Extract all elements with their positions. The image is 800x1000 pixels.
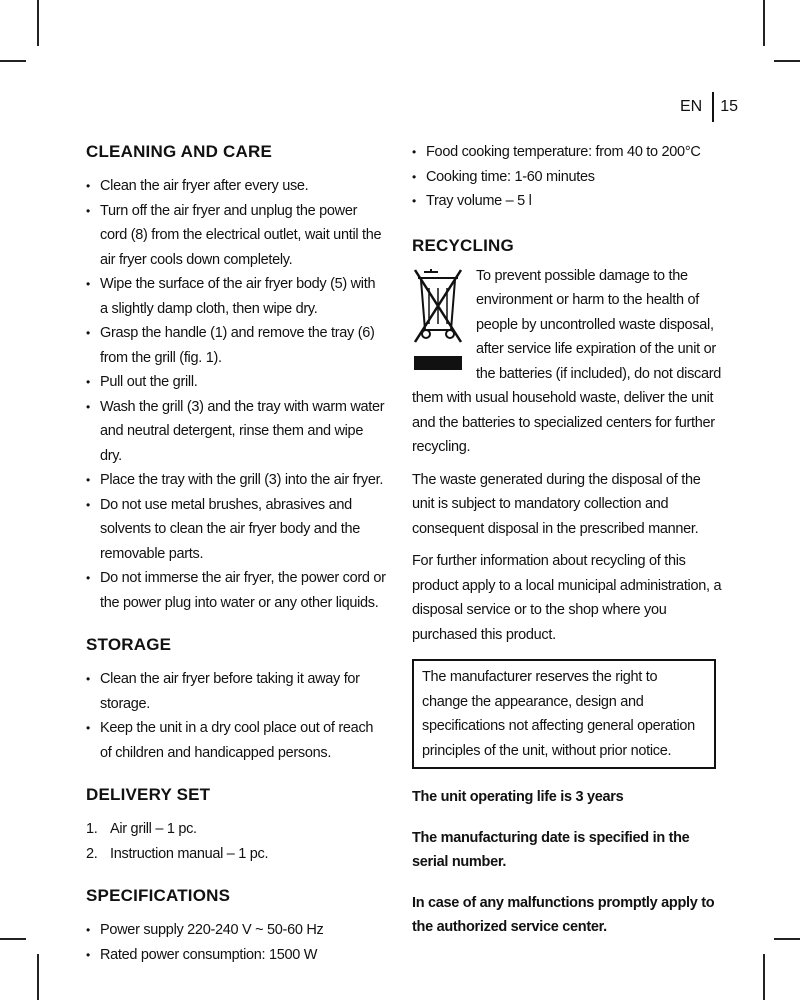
crop-mark xyxy=(0,60,26,62)
list-item: • Rated power consumption: 1500 W xyxy=(86,943,386,968)
storage-list xyxy=(86,667,386,765)
crop-mark xyxy=(774,60,800,62)
manufacturing-date-note: The manufacturing date is specified in the serial number. xyxy=(412,829,690,870)
list-item: 1. Air grill – 1 pc. xyxy=(86,821,197,837)
crop-mark xyxy=(763,954,765,1000)
list-item: • Clean the air fryer after every use. xyxy=(86,174,386,199)
list-item: • Do not use metal brushes, abrasives and solvents to clean the air fryer body and the removable parts. xyxy=(86,493,386,567)
recycling-paragraph-2: The waste generated during the disposal of the unit is subject to mandatory collection and consequent disposal in the prescribed manner. xyxy=(412,471,701,537)
recycling-paragraph-3: For further information about recycling of this product apply to a local municipal administration, a disposal service or to the shop where you purchased this product. xyxy=(412,553,722,643)
recycling-title: RECYCLING xyxy=(412,235,514,255)
header-divider xyxy=(712,92,714,122)
recycling-block xyxy=(412,264,722,460)
specs-title: SPECIFICATIONS xyxy=(86,886,231,905)
list-item: • Place the tray with the grill (3) into the air fryer. xyxy=(86,468,386,493)
list-item: • Tray volume – 5 l xyxy=(412,189,722,214)
service-center-note: In case of any malfunctions promptly apply to the authorized service center. xyxy=(412,894,715,935)
list-item: • Do not immerse the air fryer, the power cord or the power plug into water or any other liquids. xyxy=(86,566,386,615)
storage-title: STORAGE xyxy=(86,635,172,654)
list-item: • Pull out the grill. xyxy=(86,370,386,395)
cleaning-list xyxy=(86,174,386,615)
recycling-paragraph-1: To prevent possible damage to the environment or harm to the health of people by uncontrolled waste disposal, after service life expiration of the unit or the batteries (if included), do not discard them with usual household waste, deliver the unit and the batteries to specialized centers for further recycling. xyxy=(412,267,722,455)
list-item: • Wash the grill (3) and the tray with warm water and neutral detergent, rinse them and wipe dry. xyxy=(86,395,386,469)
crossed-out-wheelie-bin-icon xyxy=(412,266,464,374)
delivery-list xyxy=(86,817,386,866)
list-item: 2. Instruction manual – 1 pc. xyxy=(86,845,269,862)
crop-mark xyxy=(37,0,39,46)
list-item: • Cooking time: 1-60 minutes xyxy=(412,165,722,190)
specs-list-right xyxy=(412,140,722,214)
list-item: • Grasp the handle (1) and remove the tray (6) from the grill (fig. 1). xyxy=(86,321,386,370)
manufacturer-notice: The manufacturer reserves the right to change the appearance, design and specifications not affecting general operation principles of the unit, without prior notice. xyxy=(422,669,695,759)
left-column xyxy=(86,140,386,967)
list-item: • Food cooking temperature: from 40 to 200°C xyxy=(412,140,722,165)
language-code: EN xyxy=(679,98,703,115)
page-header xyxy=(680,92,738,122)
manufacturer-notice-box xyxy=(412,659,716,769)
page-number: 15 xyxy=(720,98,738,115)
crop-mark xyxy=(0,938,26,940)
list-item: • Power supply 220-240 V ~ 50-60 Hz xyxy=(86,918,386,943)
list-item: • Wipe the surface of the air fryer body (5) with a slightly damp cloth, then wipe dry. xyxy=(86,272,386,321)
right-column xyxy=(412,140,722,940)
specs-list-left xyxy=(86,918,386,967)
list-item: • Keep the unit in a dry cool place out of reach of children and handicapped persons. xyxy=(86,716,386,765)
list-item: • Clean the air fryer before taking it away for storage. xyxy=(86,667,386,716)
cleaning-title: CLEANING AND CARE xyxy=(86,142,272,161)
delivery-title: DELIVERY SET xyxy=(86,785,211,804)
crop-mark xyxy=(37,954,39,1000)
crop-mark xyxy=(763,0,765,46)
operating-life-note: The unit operating life is 3 years xyxy=(412,789,624,805)
crop-mark xyxy=(774,938,800,940)
list-item: • Turn off the air fryer and unplug the power cord (8) from the electrical outlet, wait until the air fryer cools down completely. xyxy=(86,199,386,273)
